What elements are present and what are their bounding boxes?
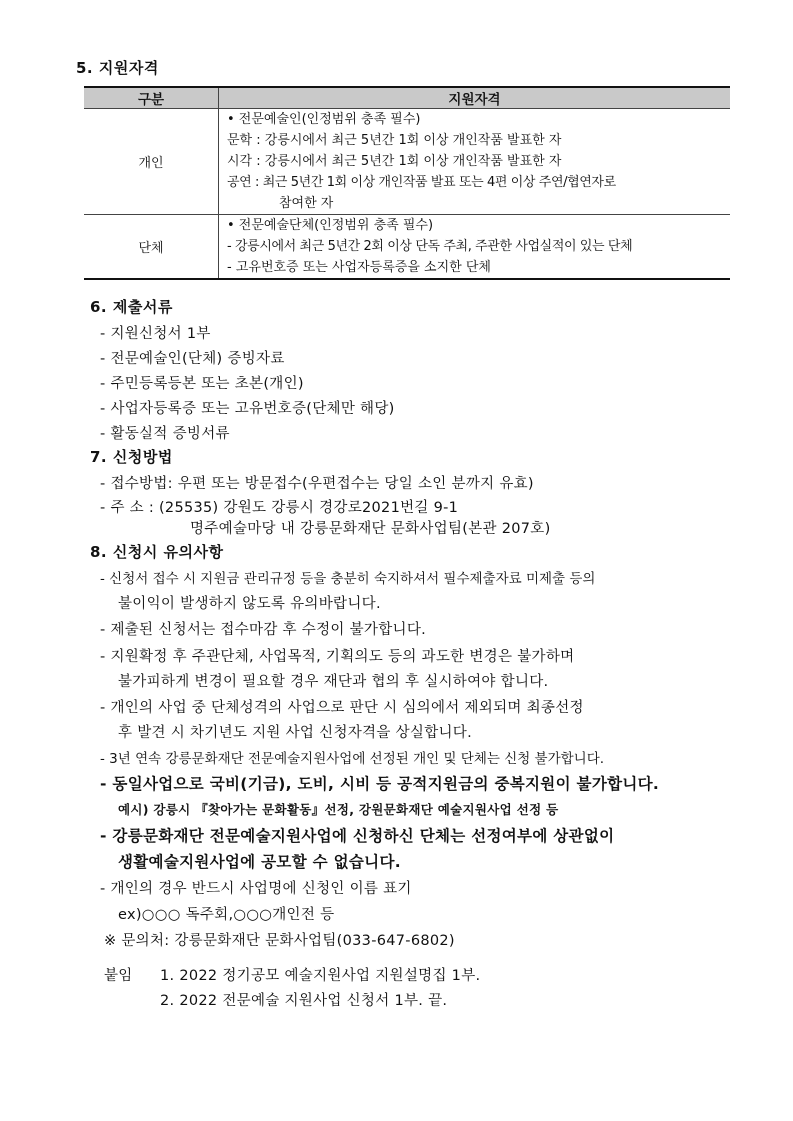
document-list-item: - 주민등록등본 또는 초본(개인): [100, 376, 304, 392]
group-line: • 전문예술단체(인정범위 충족 필수): [227, 218, 434, 233]
note-item: - 개인의 사업 중 단체성격의 사업으로 판단 시 심의에서 제외되며 최종선정: [100, 700, 584, 716]
note-example: 예시) 강릉시 『찾아가는 문화활동』선정, 강원문화재단 예술지원사업 선정 등: [118, 802, 559, 817]
group-line: - 강릉시에서 최근 5년간 2회 이상 단독 주최, 주관한 사업실적이 있는 단체: [227, 239, 633, 254]
table-row-individual: [84, 109, 730, 215]
document-list-item: - 활동실적 증빙서류: [100, 426, 230, 442]
document-list-item: - 지원신청서 1부: [100, 326, 211, 342]
note-item-emphasis: - 강릉문화재단 전문예술지원사업에 신청하신 단체는 선정여부에 상관없이: [100, 827, 615, 845]
table-header-row: [84, 87, 730, 109]
individual-line: • 전문예술인(인정범위 충족 필수): [227, 112, 421, 127]
section-7-title: 7. 신청방법: [90, 448, 173, 466]
row-content-individual: [219, 109, 731, 215]
note-item-emphasis: - 동일사업으로 국비(기금), 도비, 시비 등 공적지원금의 중복지원이 불가합니다.: [100, 775, 660, 793]
attachment-item: 2. 2022 전문예술 지원사업 신청서 1부. 끝.: [160, 993, 448, 1009]
individual-line: 문학 : 강릉시에서 최근 5년간 1회 이상 개인작품 발표한 자: [227, 133, 562, 148]
note-example: ex)○○○ 독주회,○○○개인전 등: [118, 907, 335, 923]
row-label-group: 단체: [84, 215, 219, 280]
note-item: - 지원확정 후 주관단체, 사업목적, 기획의도 등의 과도한 변경은 불가하며: [100, 649, 575, 665]
contact-line: ※ 문의처: 강릉문화재단 문화사업팀(033-647-6802): [104, 933, 455, 949]
attachment-item: 1. 2022 정기공모 예술지원사업 지원설명집 1부.: [160, 968, 481, 984]
row-content-group: [219, 215, 731, 280]
header-eligibility: 지원자격: [219, 87, 731, 109]
group-line: - 고유번호증 또는 사업자등록증을 소지한 단체: [227, 260, 491, 275]
note-item: 불이익이 발생하지 않도록 유의바랍니다.: [118, 596, 381, 612]
note-item: - 제출된 신청서는 접수마감 후 수정이 불가합니다.: [100, 622, 427, 638]
section-5-title: 5. 지원자격: [76, 59, 159, 77]
note-item: - 3년 연속 강릉문화재단 전문예술지원사업에 선정된 개인 및 단체는 신청 불가합니다.: [100, 751, 605, 767]
eligibility-table: [84, 86, 730, 280]
section-8-title: 8. 신청시 유의사항: [90, 543, 224, 561]
note-item: - 개인의 경우 반드시 사업명에 신청인 이름 표기: [100, 881, 412, 897]
section-6-title: 6. 제출서류: [90, 298, 173, 316]
address-line: 명주예술마당 내 강릉문화재단 문화사업팀(본관 207호): [190, 521, 551, 537]
address-line: - 주 소 : (25535) 강원도 강릉시 경강로2021번길 9-1: [100, 500, 459, 516]
individual-line: 참여한 자: [279, 196, 334, 211]
note-item-emphasis: 생활예술지원사업에 공모할 수 없습니다.: [118, 853, 401, 871]
attachment-label: 붙임: [104, 968, 133, 984]
note-item: - 신청서 접수 시 지원금 관리규정 등을 충분히 숙지하셔서 필수제출자료 미제출 등의: [100, 571, 596, 587]
document-list-item: - 사업자등록증 또는 고유번호증(단체만 해당): [100, 401, 395, 417]
table-row-group: [84, 215, 730, 280]
submission-method: - 접수방법: 우편 또는 방문접수(우편접수는 당일 소인 분까지 유효): [100, 476, 534, 492]
individual-line: 시각 : 강릉시에서 최근 5년간 1회 이상 개인작품 발표한 자: [227, 154, 562, 169]
note-item: 후 발견 시 차기년도 지원 사업 신청자격을 상실합니다.: [118, 725, 473, 741]
row-label-individual: 개인: [84, 109, 219, 215]
individual-line: 공연 : 최근 5년간 1회 이상 개인작품 발표 또는 4편 이상 주연/협연자로: [227, 175, 616, 190]
document-list-item: - 전문예술인(단체) 증빙자료: [100, 351, 285, 367]
header-category: 구분: [84, 87, 219, 109]
note-item: 불가피하게 변경이 필요할 경우 재단과 협의 후 실시하여야 합니다.: [118, 674, 549, 690]
